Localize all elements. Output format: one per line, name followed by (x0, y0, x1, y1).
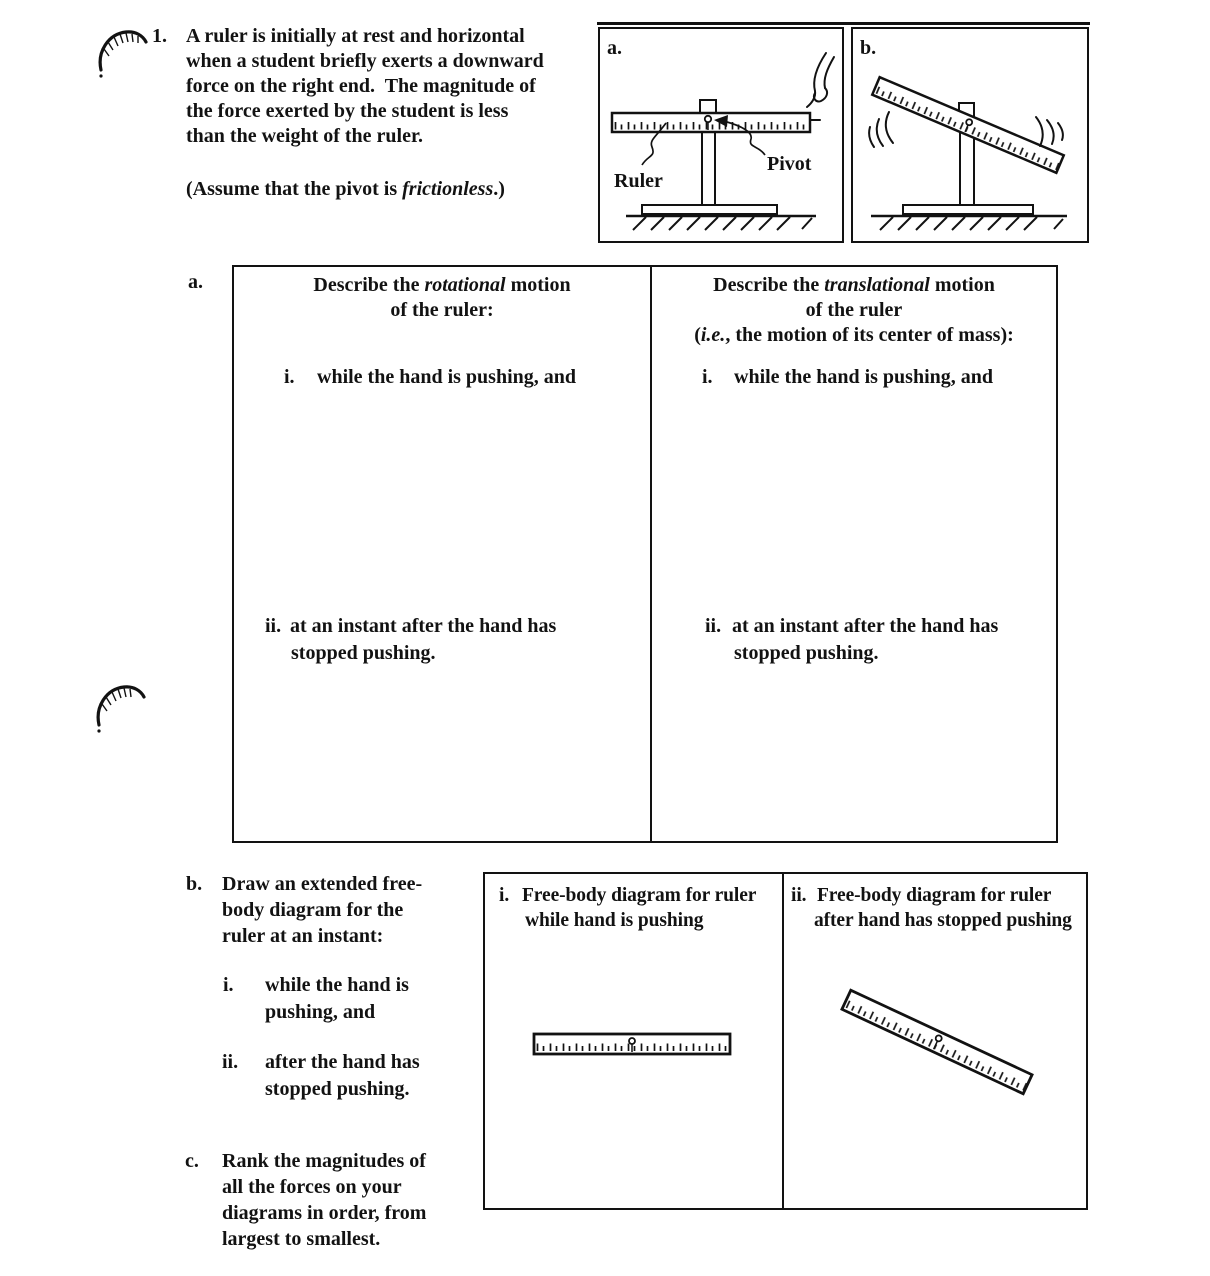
fbd-i-line1: Free-body diagram for ruler (522, 885, 757, 906)
rotational-header-italic: rotational (424, 274, 506, 296)
part-b-item-ii-line: after the hand has (265, 1051, 420, 1073)
problem-line: the force exerted by the student is less (186, 100, 509, 122)
translational-header-italic: translational (824, 274, 930, 296)
rotational-header-line2: of the ruler: (390, 299, 494, 321)
fbd-i-line2: while hand is pushing (525, 910, 704, 931)
part-c-label: c. (185, 1150, 199, 1172)
rotational-item-i-num: i. (284, 366, 295, 388)
part-a-label: a. (188, 271, 203, 293)
part-c-line: largest to smallest. (222, 1228, 381, 1250)
rotational-item-i: while the hand is pushing, and (317, 366, 577, 388)
ground-hatching (871, 216, 1067, 230)
rotational-header (234, 273, 650, 298)
part-b-item-ii-num: ii. (222, 1051, 239, 1073)
translational-header-pre: Describe the (713, 274, 825, 296)
translational-header-line3 (652, 323, 1056, 348)
translational-header3-post: , the motion of its center of mass): (725, 324, 1014, 346)
translational-header-post: motion (929, 274, 995, 296)
rotational-header-pre: Describe the (313, 274, 425, 296)
problem-line: when a student briefly exerts a downward (186, 50, 544, 72)
fbd-ii-num: ii. (791, 885, 807, 906)
problem-line: force on the right end. The magnitude of (186, 75, 536, 97)
hand-sketch (807, 53, 834, 120)
translational-item-ii-line2: stopped pushing. (734, 642, 879, 664)
problem-number: 1. (152, 25, 167, 47)
problem-line: A ruler is initially at rest and horizontal (186, 25, 525, 47)
rotational-item-ii-num: ii. (265, 615, 282, 637)
rotational-item-ii-line1: at an instant after the hand has (290, 615, 557, 637)
translational-item-i: while the hand is pushing, and (734, 366, 994, 388)
figure-panel-a-label: a. (607, 37, 622, 59)
fbd-i-num: i. (499, 885, 510, 906)
translational-item-ii-line1: at an instant after the hand has (732, 615, 999, 637)
assumption-post: .) (493, 178, 505, 200)
part-b-line: ruler at an instant: (222, 925, 384, 947)
translational-item-i-num: i. (702, 366, 713, 388)
figure-b-apparatus-drawing (853, 29, 1087, 241)
fbd-ruler-horizontal (527, 1030, 739, 1062)
part-a-table-divider (650, 267, 652, 841)
ruler-drawing (612, 113, 810, 132)
fbd-ii-line2: after hand has stopped pushing (814, 910, 1072, 931)
part-c-line: all the forces on your (222, 1176, 402, 1198)
translational-item-ii-num: ii. (705, 615, 722, 637)
figure-ruler-label: Ruler (614, 170, 663, 192)
assumption-italic: frictionless (402, 178, 494, 200)
translational-header (652, 273, 1056, 298)
part-b-item-ii-line: stopped pushing. (265, 1078, 410, 1100)
ground-hatching (626, 216, 816, 230)
part-c-line: Rank the magnitudes of (222, 1150, 426, 1172)
part-c-line: diagrams in order, from (222, 1202, 427, 1224)
assumption-pre: (Assume that the pivot is (186, 178, 403, 200)
figure-panel-b (851, 27, 1089, 243)
translational-header3-pre: ( (694, 324, 701, 346)
fbd-ruler-tilted (830, 985, 1044, 1101)
problem-assumption (186, 177, 505, 202)
part-b-line: body diagram for the (222, 899, 404, 921)
part-b-line: Draw an extended free- (222, 873, 423, 895)
fbd-ii-line1: Free-body diagram for ruler (817, 885, 1052, 906)
rotational-item-ii-line2: stopped pushing. (291, 642, 436, 664)
figure-pivot-label: Pivot (767, 153, 812, 175)
part-b-item-i-line: pushing, and (265, 1001, 376, 1023)
figure-panel-b-label: b. (860, 37, 877, 59)
part-b-item-i-line: while the hand is (265, 974, 409, 996)
rotational-header-post: motion (505, 274, 571, 296)
figure-a-apparatus-drawing (600, 29, 842, 241)
figure-panel-a (598, 27, 844, 243)
scan-artifact-arc (90, 681, 150, 735)
problem-line: than the weight of the ruler. (186, 125, 424, 147)
figure-top-rule (597, 22, 1090, 25)
translational-header3-italic: i.e. (700, 324, 726, 346)
part-a-table (232, 265, 1058, 843)
scan-artifact-arc (92, 26, 152, 80)
fbd-table (483, 872, 1088, 1210)
part-b-label: b. (186, 873, 203, 895)
part-b-item-i-num: i. (223, 974, 234, 996)
fbd-table-divider (782, 874, 784, 1208)
translational-header-line2: of the ruler (805, 299, 903, 321)
